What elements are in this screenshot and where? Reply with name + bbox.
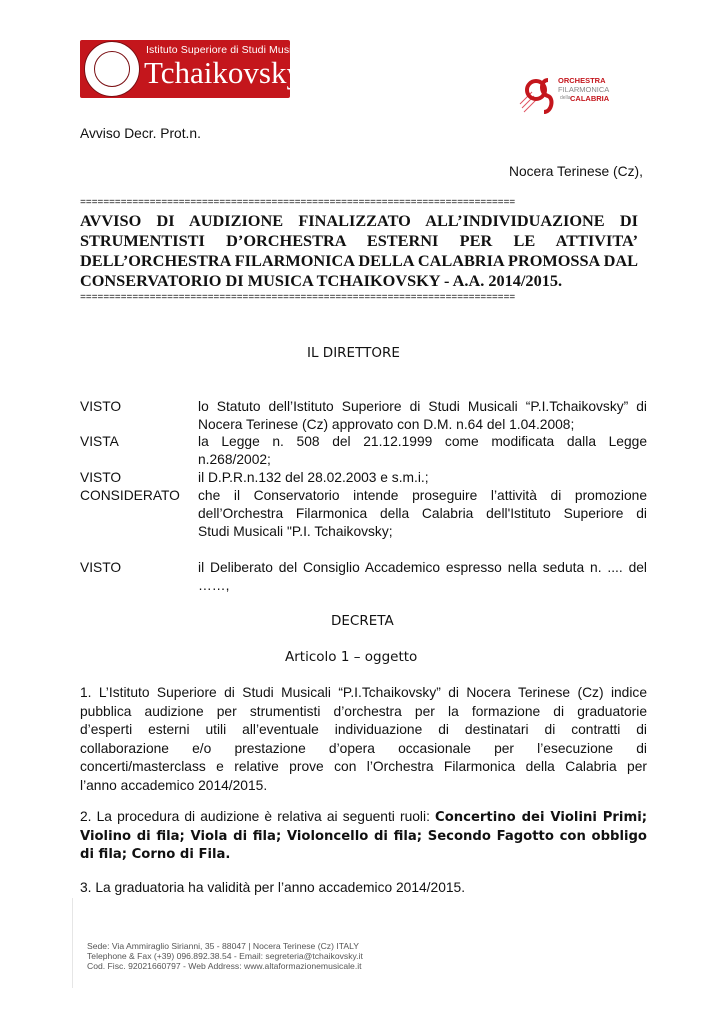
orchestra-logo-line3: della — [560, 95, 571, 101]
notice-reference: Avviso Decr. Prot.n. — [80, 126, 201, 141]
recital-line: Nocera Terinese (Cz) approvato con D.M. n.64 del 1.04.2008; — [198, 417, 575, 432]
recital-text — [198, 487, 647, 541]
orchestra-logo — [518, 74, 638, 118]
recital-label: VISTO — [80, 560, 122, 575]
roles-line-2: Violino di fila; Viola di fila; Violoncello di fila; Secondo Fagotto con obbligo — [80, 828, 647, 844]
paragraph-1 — [80, 684, 647, 795]
recital-line: che il Conservatorio intende proseguire l’attività di promozione — [198, 488, 647, 503]
place-date: Nocera Terinese (Cz), — [509, 164, 643, 179]
title-line-1: AVVISO DI AUDIZIONE FINALIZZATO ALL’INDIVIDUAZIONE DI — [80, 211, 638, 230]
seal-icon — [84, 41, 140, 97]
paragraph-line: collaborazione e/o prestazione d’opera occasionale per l’esecuzione di — [80, 740, 647, 756]
roles-line-3: di fila; Corno di Fila. — [80, 847, 231, 862]
paragraph-line — [80, 808, 647, 828]
orchestra-logo-line2: FILARMONICA — [558, 85, 610, 94]
paragraph-line: pubblica audizione per strumentisti d’orchestra per la formazione di graduatorie — [80, 703, 647, 719]
footer-contacts: Telephone & Fax (+39) 096.892.38.54 - Email: segreteria@tchaikovsky.it — [87, 951, 363, 961]
orchestra-logo-line1: ORCHESTRA — [558, 76, 606, 85]
footer-fiscal: Cod. Fisc. 92021660797 - Web Address: www.altaformazionemusicale.it — [87, 961, 362, 971]
recital-label: VISTO — [80, 399, 122, 414]
article-heading: Articolo 1 – oggetto — [285, 649, 418, 665]
footer-divider — [72, 898, 73, 988]
paragraph-2 — [80, 808, 647, 865]
recital-line: Studi Musicali "P.I. Tchaikovsky; — [198, 524, 393, 539]
roles-intro: 2. La procedura di audizione è relativa ai seguenti ruoli: — [80, 809, 436, 824]
recital-text — [198, 398, 647, 434]
separator-top: =========================================================================== — [80, 198, 516, 209]
roles-line-1: Concertino dei Violini Primi; — [435, 810, 647, 825]
institute-logo — [80, 40, 308, 98]
recital-label: VISTA — [80, 434, 119, 449]
paragraph-line: concerti/masterclass e relative prove con l’Orchestra Filarmonica della Calabria per — [80, 759, 647, 774]
director-heading: IL DIRETTORE — [307, 345, 400, 361]
decree-heading: DECRETA — [331, 613, 394, 629]
footer-address: Sede: Via Ammiraglio Sirianni, 35 - 88047 | Nocera Terinese (Cz) ITALY — [87, 941, 359, 951]
title-line-3: DELL’ORCHESTRA FILARMONICA DELLA CALABRIA PROMOSSA DAL — [80, 251, 638, 270]
orchestra-logo-line4: CALABRIA — [570, 94, 610, 103]
recital-line: dell’Orchestra Filarmonica della Calabria dell'Istituto Superiore di — [198, 506, 647, 521]
ofc-mark-icon — [518, 74, 558, 118]
logo-subtitle: Istituto Superiore di Studi Musicali — [146, 44, 308, 56]
paragraph-line: 1. L’Istituto Superiore di Studi Musicali “P.I.Tchaikovsky” di Nocera Terinese (Cz) indice — [80, 685, 647, 700]
recital-line: n.268/2002; — [198, 452, 271, 467]
logo-name: Tchaikovsky — [144, 55, 302, 90]
recital-text — [198, 433, 647, 469]
recital-line: lo Statuto dell’Istituto Superiore di Studi Musicali “P.I.Tchaikovsky” di — [198, 399, 647, 414]
paragraph-line: l’anno accademico 2014/2015. — [80, 777, 268, 793]
recital-label: VISTO — [80, 470, 122, 485]
recital-line: il D.P.R.n.132 del 28.02.2003 e s.m.i.; — [198, 470, 429, 485]
recital-text — [198, 469, 647, 487]
paragraph-line: d’esperti esterni utili all’eventuale individuazione di destinatari di contratti di — [80, 722, 647, 737]
recital-line: la Legge n. 508 del 21.12.1999 come modificata dalla Legge — [198, 434, 647, 449]
recital-line: ……, — [198, 578, 230, 593]
separator-bottom: =========================================================================== — [80, 293, 516, 304]
recital-label: CONSIDERATO — [80, 488, 180, 503]
paragraph-3: 3. La graduatoria ha validità per l’anno accademico 2014/2015. — [80, 880, 466, 895]
recital-text — [198, 559, 647, 595]
recital-line: il Deliberato del Consiglio Accademico espresso nella seduta n. .... del — [198, 560, 647, 575]
title-line-2: STRUMENTISTI D’ORCHESTRA ESTERNI PER LE ATTIVITA’ — [80, 231, 638, 250]
title-line-4: CONSERVATORIO DI MUSICA TCHAIKOVSKY - A.A. 2014/2015. — [80, 271, 563, 290]
